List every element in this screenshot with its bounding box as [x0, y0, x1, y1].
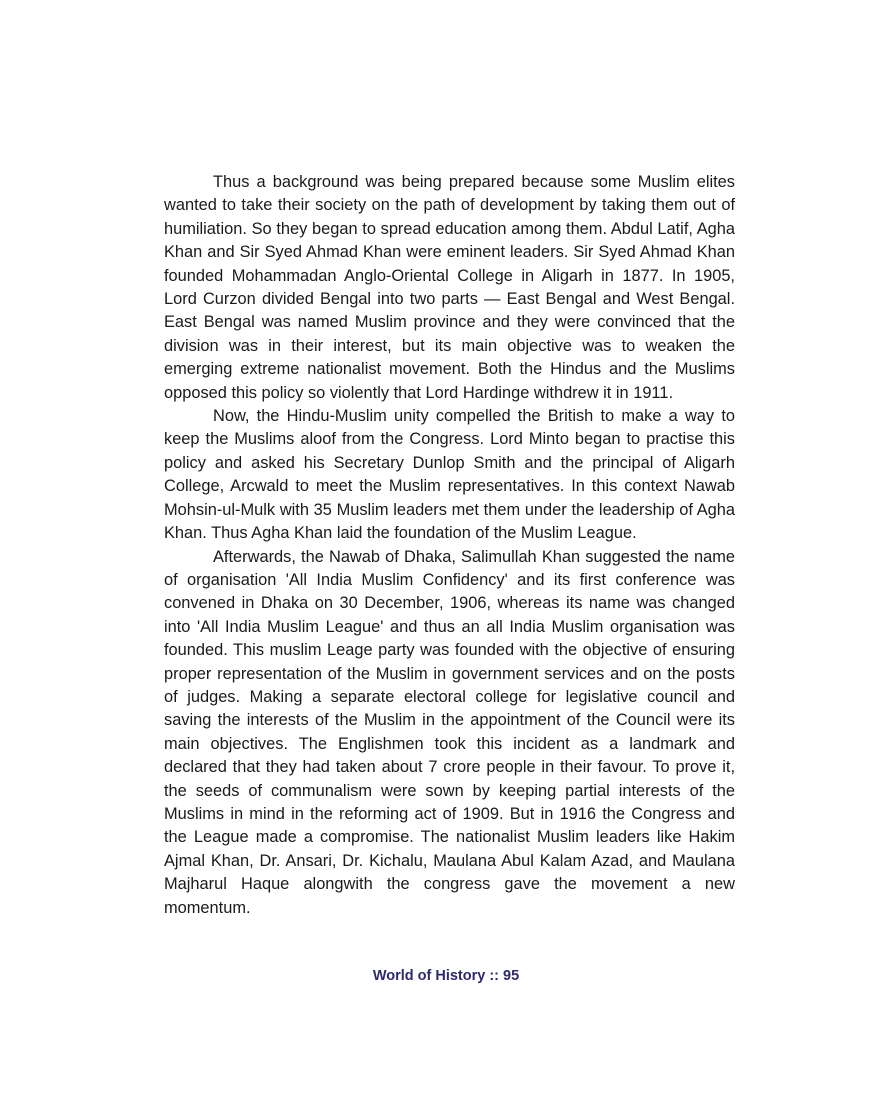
page-footer: World of History :: 95: [372, 968, 520, 984]
paragraph-muslim-league: Afterwards, the Nawab of Dhaka, Salimullah Khan suggested the name of organisation 'All India Muslim Confidency' and its first conference was convened in Dhaka on 30 December, 1906, whereas its name was changed into 'All India Muslim League' and thus an all India Muslim organisation was founded. This muslim Leage party was founded with the objective of ensuring proper representation of the Muslim in government services and on the posts of judges. Making a separate electoral college for legislative council and saving the interests of the Muslim in the appointment of the Council were its main objectives. The Englishmen took this incident as a landmark and declared that they had taken about 7 crore people in their favour. To prove it, the seeds of communalism were sown by keeping partial interests of the Muslims in mind in the reforming act of 1909. But in 1916 the Congress and the League made a compromise. The nationalist Muslim leaders like Hakim Ajmal Khan, Dr. Ansari, Dr. Kichalu, Maulana Abul Kalam Azad, and Maulana Majharul Haque alongwith the congress gave the movement a new momentum.: [164, 547, 735, 917]
body-text: [164, 171, 735, 920]
paragraph-background: Thus a background was being prepared because some Muslim elites wanted to take their society on the path of development by taking them out of humiliation. So they began to spread education among them. Abdul Latif, Agha Khan and Sir Syed Ahmad Khan were eminent leaders. Sir Syed Ahmad Khan founded Mohammadan Anglo-Oriental College in Aligarh in 1877. In 1905, Lord Curzon divided Bengal into two parts — East Bengal and West Bengal. East Bengal was named Muslim province and they were convinced that the division was in their interest, but its main objective was to weaken the emerging extreme nationalist movement. Both the Hindus and the Muslims opposed this policy so violently that Lord Hardinge withdrew it in 1911.: [164, 173, 735, 402]
paragraph-hindu-muslim-unity: Now, the Hindu-Muslim unity compelled the British to make a way to keep the Muslims aloof from the Congress. Lord Minto began to practise this policy and asked his Secretary Dunlop Smith and the principal of Aligarh College, Arcwald to meet the Muslim representatives. In this context Nawab Mohsin-ul-Mulk with 35 Muslim leaders met them under the leadership of Agha Khan. Thus Agha Khan laid the foundation of the Muslim League.: [164, 407, 735, 543]
